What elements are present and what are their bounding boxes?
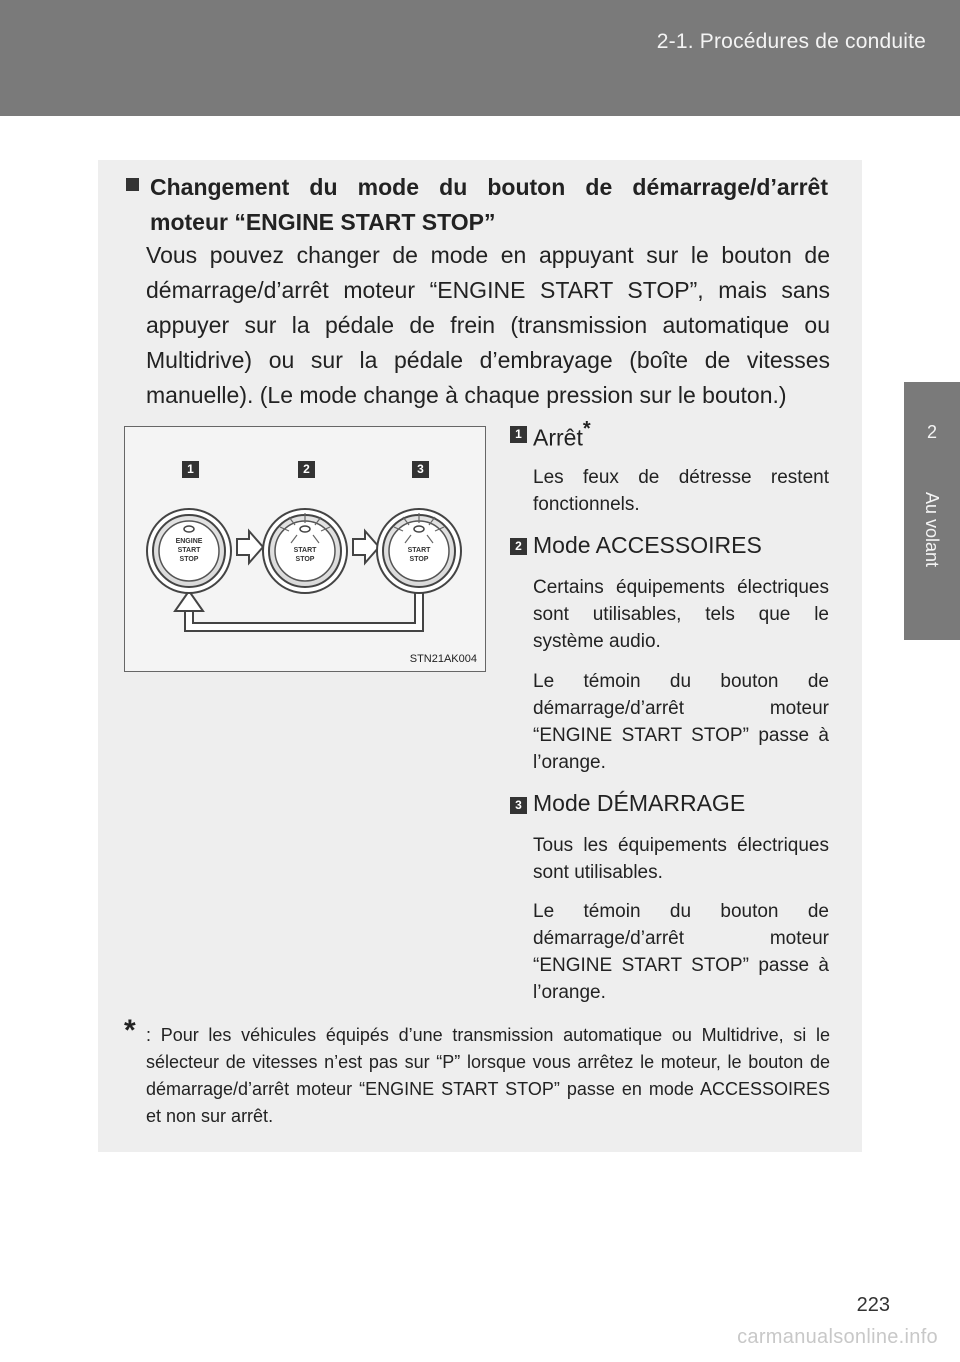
item-1-title-text: Arrêt [533, 424, 583, 451]
page-header [0, 0, 960, 116]
item-2-text-1: Certains équipements électriques sont utilisables, tels que le système audio. [533, 577, 829, 652]
button-1-label-line1: ENGINE [175, 538, 203, 545]
figure-badge-1: 1 [182, 461, 199, 478]
item-1-title-asterisk: * [582, 418, 591, 440]
figure-badge-3: 3 [412, 461, 429, 478]
page-number: 223 [856, 1294, 890, 1316]
footnote-asterisk: * [124, 1014, 136, 1047]
heading-bullet-icon [126, 178, 139, 191]
item-3-badge: 3 [510, 797, 527, 814]
footnote-text: : Pour les véhicules équipés d’une transmission automatique ou Multidrive, si le sélecteur de vitesses n’est pas sur “P” lorsque vous arrêtez le moteur, le bouton de démarrage/d’arrêt moteur “ENGINE START STOP” passe en mode ACCESSOIRES et non sur arrêt. [146, 1025, 830, 1126]
item-2-badge: 2 [510, 538, 527, 555]
item-2-title: Mode ACCESSOIRES [533, 532, 762, 558]
button-2-label-line2: START [293, 547, 317, 554]
intro-paragraph: Vous pouvez changer de mode en appuyant sur le bouton de démarrage/d’arrêt moteur “ENGINE START STOP”, mais sans appuyer sur la pédale de frein (transmission automatique ou Multidrive) ou sur la pédale d’embrayage (boîte de vitesses manuelle). (Le mode change à chaque pression sur le bouton.) [146, 242, 830, 408]
watermark: carmanualsonline.info [737, 1326, 938, 1348]
item-1-badge: 1 [510, 426, 527, 443]
button-3-label-line3: STOP [409, 556, 429, 563]
section-title: 2-1. Procédures de conduite [656, 30, 926, 53]
button-2-label-line3: STOP [295, 556, 315, 563]
item-1-text-1: Les feux de détresse restent fonctionnels. [533, 467, 829, 515]
figure-badge-2: 2 [298, 461, 315, 478]
button-3-label-line2: START [407, 547, 431, 554]
item-2-text-2: Le témoin du bouton de démarrage/d’arrêt moteur “ENGINE START STOP” passe à l’orange. [533, 671, 829, 773]
chapter-tab [904, 382, 960, 640]
item-1-title [533, 420, 591, 452]
item-3-title: Mode DÉMARRAGE [533, 790, 746, 816]
item-3-text-2: Le témoin du bouton de démarrage/d’arrêt moteur “ENGINE START STOP” passe à l’orange. [533, 901, 829, 1003]
button-1-label-line3: STOP [179, 556, 199, 563]
chapter-number: 2 [926, 422, 937, 442]
figure-code: STN21AK004 [409, 653, 477, 665]
button-modes-figure [124, 426, 486, 672]
button-1-label-line2: START [177, 547, 201, 554]
section-heading: Changement du mode du bouton de démarrage/d’arrêt moteur “ENGINE START STOP” [150, 174, 828, 235]
item-3-text-1: Tous les équipements électriques sont utilisables. [533, 835, 829, 883]
chapter-label: Au volant [922, 492, 942, 568]
